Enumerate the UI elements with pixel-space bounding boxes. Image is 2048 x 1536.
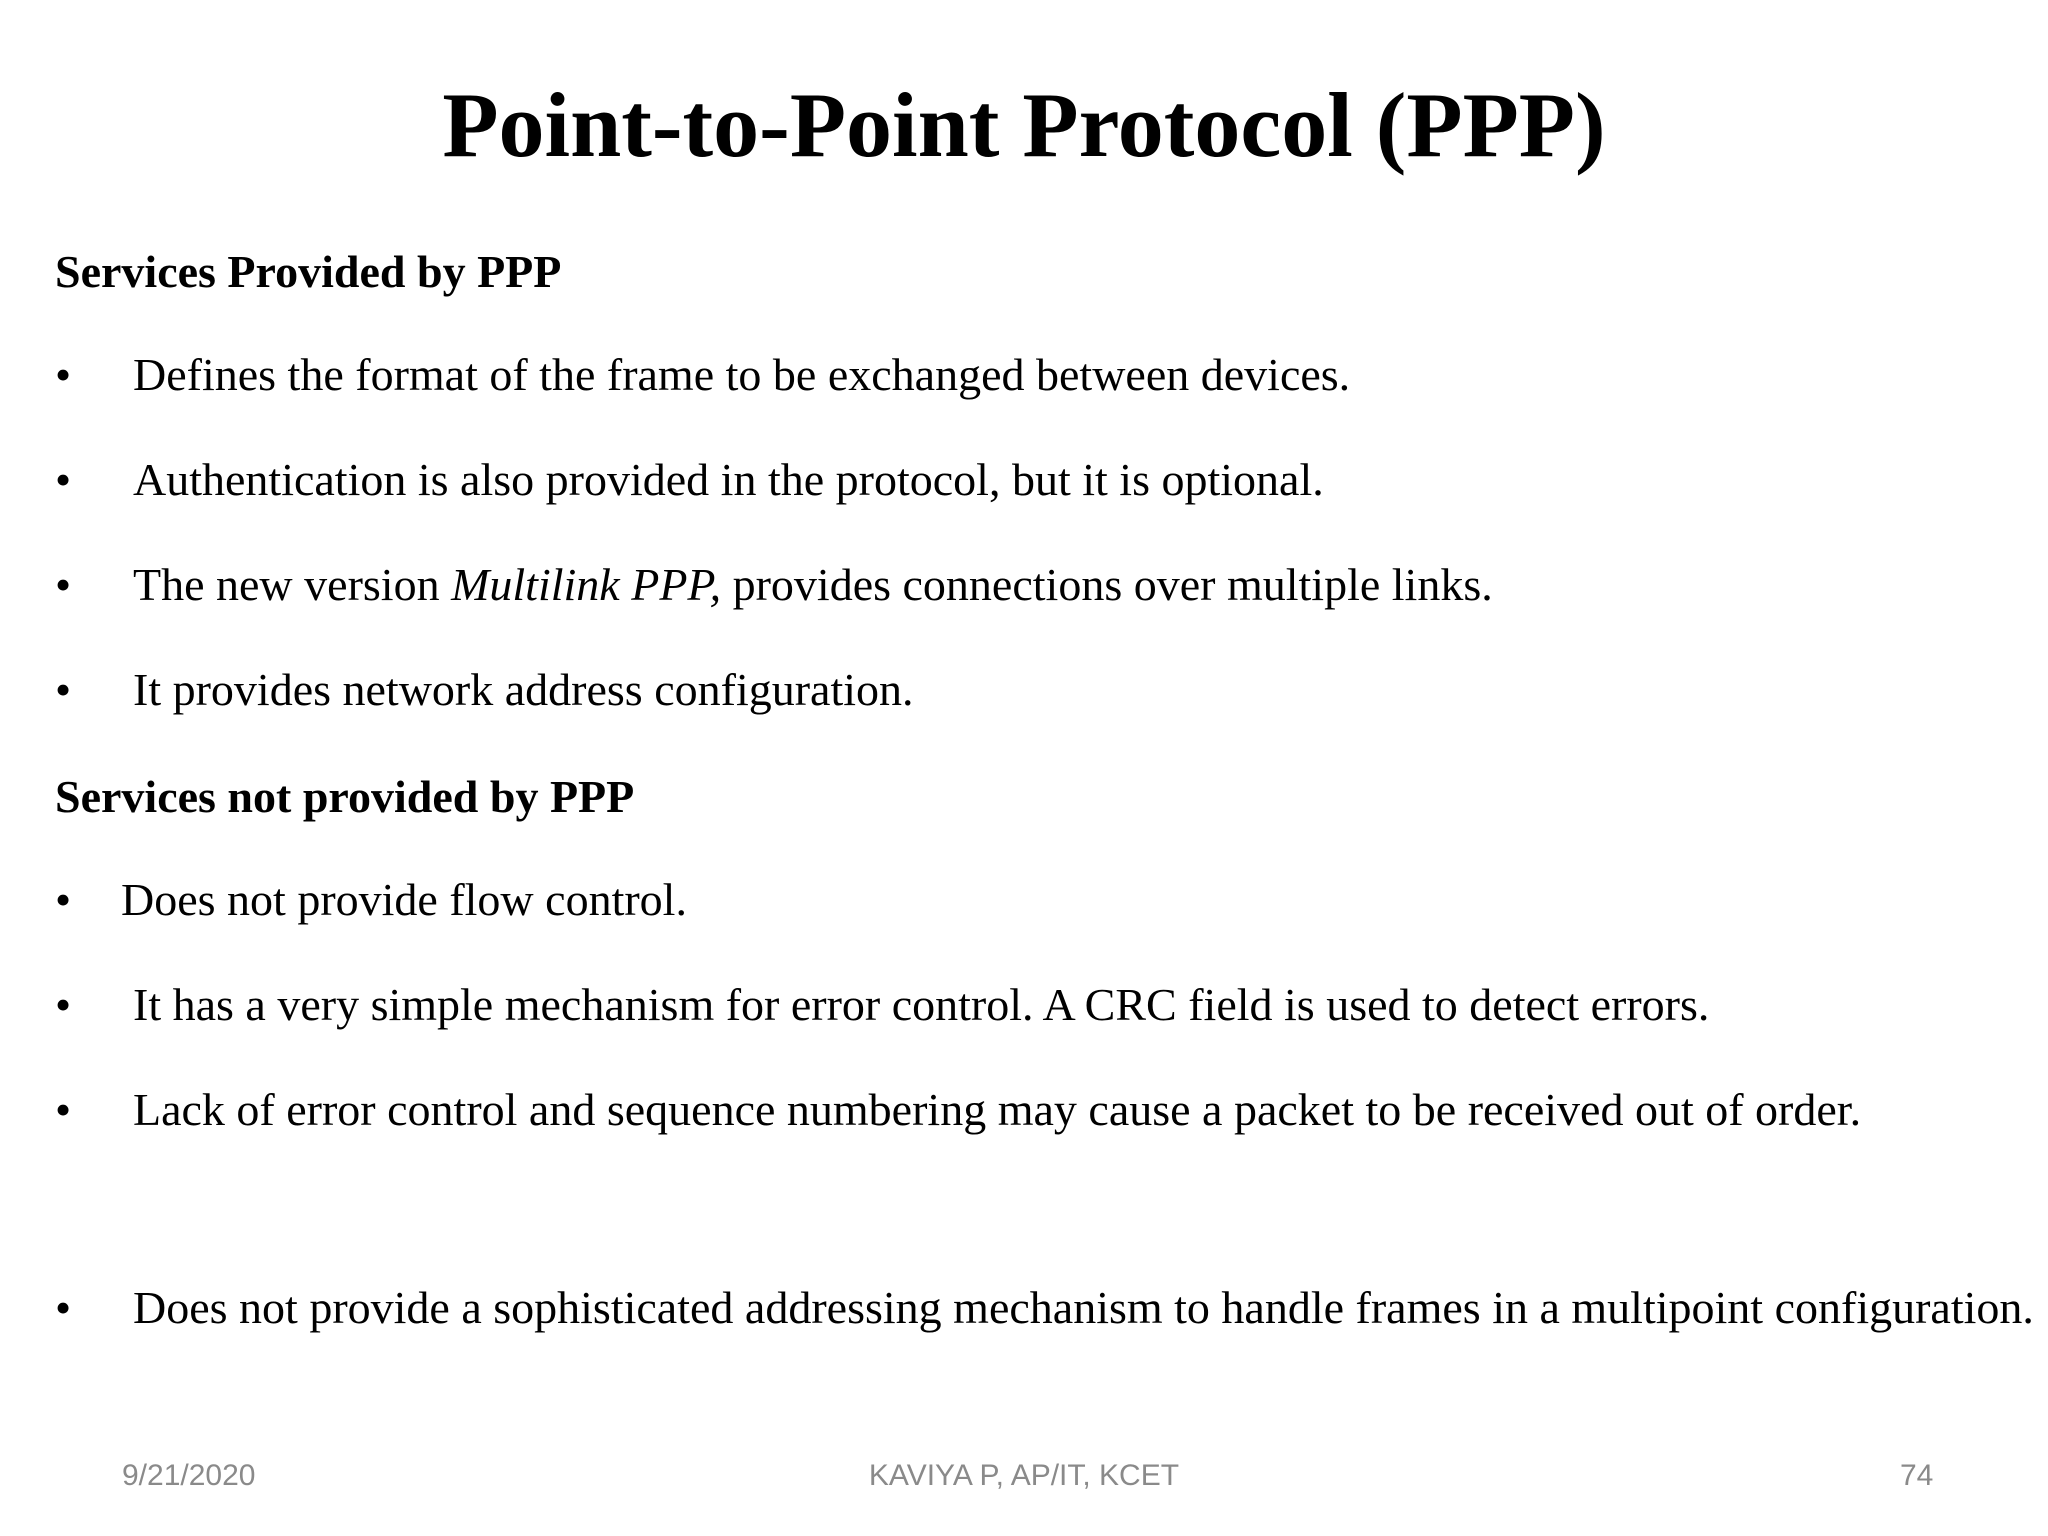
footer-page-number: 74 bbox=[1900, 1459, 1934, 1492]
bullet-text: Authentication is also provided in the protocol, but it is optional. bbox=[133, 454, 1324, 505]
bullet-text bbox=[133, 539, 2048, 631]
slide-title: Point-to-Point Protocol (PPP) bbox=[442, 74, 1606, 176]
bullet-icon: • bbox=[55, 1084, 72, 1135]
bullet-text: Does not provide a sophisticated addressing mechanism to handle frames in a multipoint configuration. bbox=[133, 1282, 2034, 1333]
bullet-icon: • bbox=[55, 979, 72, 1030]
bullet-text: It provides network address configuration. bbox=[133, 664, 914, 715]
footer-author: KAVIYA P, AP/IT, KCET bbox=[868, 1459, 1180, 1492]
bullet-icon: • bbox=[55, 454, 72, 505]
bullet-icon: • bbox=[55, 349, 72, 400]
bullet-text-after: provides connections over multiple links. bbox=[721, 559, 1493, 610]
bullet-text: Defines the format of the frame to be exchanged between devices. bbox=[133, 349, 1351, 400]
section-heading-not-provided: Services not provided by PPP bbox=[55, 771, 635, 822]
bullet-icon: • bbox=[55, 1282, 72, 1333]
bullet-text: Lack of error control and sequence numbering may cause a packet to be received out of order. bbox=[133, 1084, 1862, 1135]
bullet-text: It has a very simple mechanism for error control. A CRC field is used to detect errors. bbox=[133, 979, 1710, 1030]
bullet-icon: • bbox=[55, 559, 72, 610]
bullet-icon: • bbox=[55, 874, 72, 925]
section-heading-provided: Services Provided by PPP bbox=[55, 246, 562, 297]
bullet-icon: • bbox=[55, 664, 72, 715]
footer-date: 9/21/2020 bbox=[122, 1459, 256, 1492]
bullet-text-before: The new version bbox=[133, 559, 452, 610]
multilink-ppp-term: Multilink PPP, bbox=[451, 559, 722, 610]
bullet-text: Does not provide flow control. bbox=[121, 874, 687, 925]
